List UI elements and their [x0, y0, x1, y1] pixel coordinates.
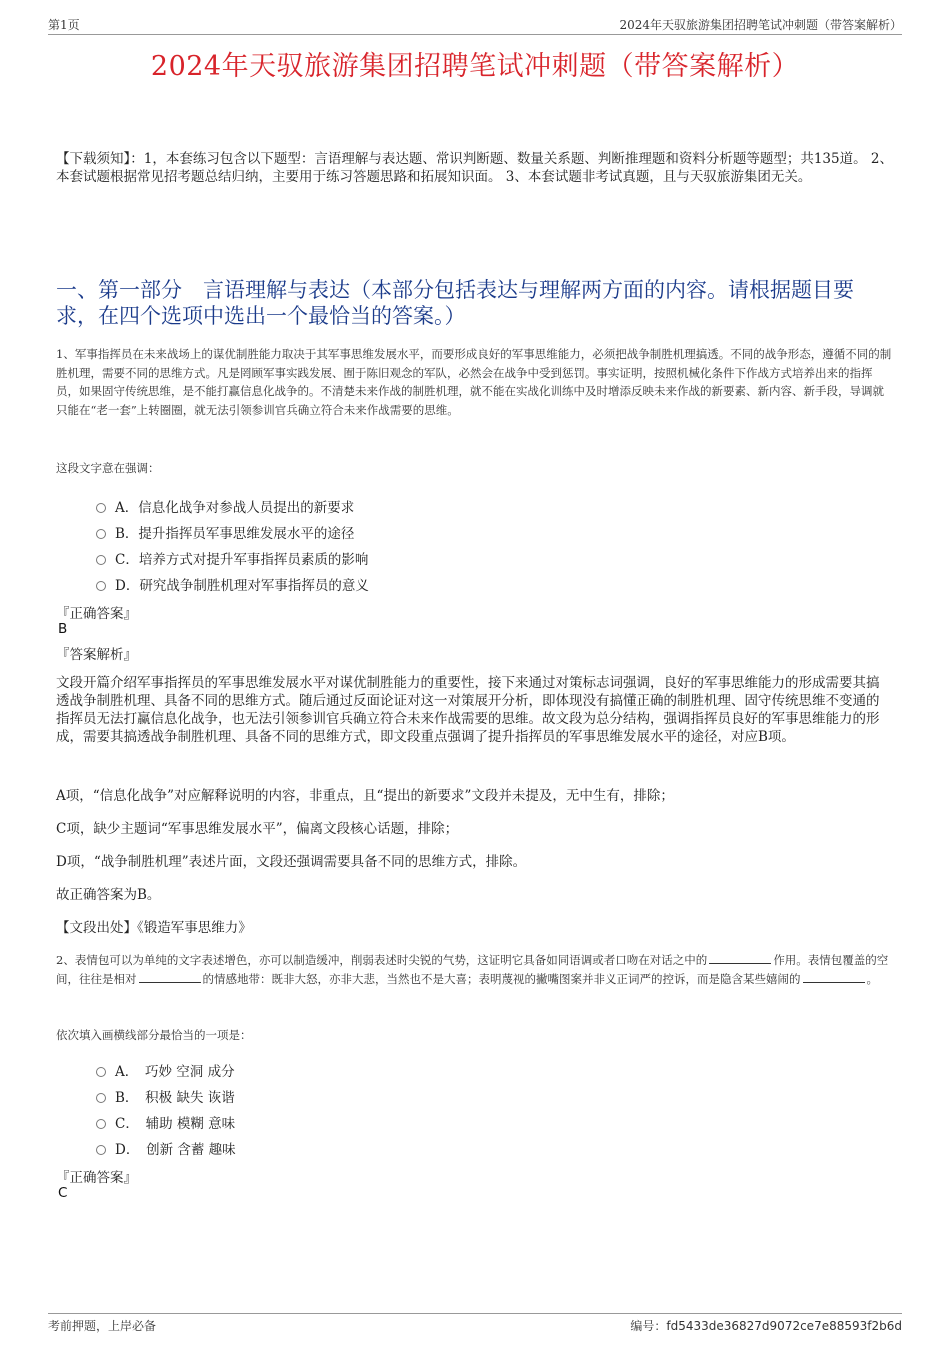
- question-1-analysis: 文段开篇介绍军事指挥员的军事思维发展水平对谋优制胜能力的重要性，接下来通过对策标志词强调，良好的军事思维能力的形成需要其搞透战争制胜机理、具备不同的思维方式。随后通过反面论证对这一对策展开分析，即体现没有搞懂正确的制胜机理、固守传统思维不变通的指挥员无法打赢信息化战争，也无法引领参训官兵确立符合未来作战需要的思维。故文段为总分结构，强调指挥员良好的军事思维能力的形成，需要其搞透战争制胜机理、具备不同的思维方式，即文段重点强调了提升指挥员的军事思维发展水平的途径，对应B项。: [56, 675, 880, 745]
- question-2-option-c[interactable]: [96, 1112, 235, 1132]
- question-1-prompt: 这段文字意在强调：: [56, 461, 160, 475]
- question-2-text-part-1: 2、表情包可以为单纯的文字表述增色，亦可以制造缓冲，削弱表述时尖锐的气势，这证明它具备如同语调或者口吻在对话之中的: [56, 953, 708, 967]
- question-1-option-d[interactable]: [96, 574, 369, 594]
- page-number: 第1页: [48, 18, 80, 32]
- option-label: D． 创新 含蓄 趣味: [115, 1142, 236, 1158]
- footer-code: [630, 1317, 902, 1334]
- header-doc-title: 2024年天驭旅游集团招聘笔试冲刺题（带答案解析）: [619, 18, 902, 32]
- option-label: B．提升指挥员军事思维发展水平的途径: [115, 526, 355, 542]
- option-label: C．培养方式对提升军事指挥员素质的影响: [115, 552, 369, 568]
- question-2-text-part-2: 作用。表情包覆盖的空间，往往是相对: [56, 953, 889, 986]
- download-notice: 【下载须知】：1，本套练习包含以下题型：言语理解与表达题、常识判断题、数量关系题、判断推理题和资料分析题等题型；共135道。 2、本套试题根据常见招考题总结归纳，主要用于练习答题思路和拓展知识面。 3、本套试题非考试真题，且与天驭旅游集团无关。: [56, 151, 893, 185]
- fill-blank-2[interactable]: [139, 970, 201, 983]
- question-2-option-a[interactable]: [96, 1060, 235, 1080]
- question-1-note-a: A项，“信息化战争”对应解释说明的内容，非重点，且“提出的新要求”文段并未提及，无中生有，排除；: [56, 788, 674, 804]
- question-1-note-c: C项，缺少主题词“军事思维发展水平”，偏离文段核心话题，排除；: [56, 821, 459, 837]
- footer-slogan: 考前押题，上岸必备: [48, 1319, 157, 1333]
- question-1-option-c[interactable]: [96, 548, 368, 568]
- option-label: B． 积极 缺失 诙谐: [115, 1090, 235, 1106]
- question-1-source: 【文段出处】《锻造军事思维力》: [56, 920, 252, 936]
- radio-icon[interactable]: [96, 555, 106, 565]
- option-label: C． 辅助 模糊 意味: [115, 1116, 236, 1132]
- question-2-answer: C: [58, 1185, 68, 1201]
- radio-icon[interactable]: [96, 1067, 106, 1077]
- radio-icon[interactable]: [96, 1145, 106, 1155]
- radio-icon[interactable]: [96, 1093, 106, 1103]
- question-2-text-part-3: 的情感地带：既非大怒，亦非大悲，当然也不是大喜；表明蔑视的撇嘴图案并非义正词严的控诉，而是隐含某些嬉闹的: [202, 971, 801, 986]
- footer-code-value: fd5433de36827d9072ce7e88593f2b6d: [666, 1319, 902, 1333]
- radio-icon[interactable]: [96, 1119, 106, 1129]
- question-1-note-d: D项，“战争制胜机理”表述片面，文段还强调需要具备不同的思维方式，排除。: [56, 854, 527, 870]
- question-2-prompt: 依次填入画横线部分最恰当的一项是：: [56, 1028, 252, 1042]
- question-2-text-part-4: 。: [866, 971, 878, 986]
- radio-icon[interactable]: [96, 581, 106, 591]
- option-label: D．研究战争制胜机理对军事指挥员的意义: [115, 578, 369, 594]
- question-1-conclusion: 故正确答案为B。: [56, 887, 161, 903]
- option-label: A．信息化战争对参战人员提出的新要求: [115, 500, 355, 516]
- footer-code-label: 编号：: [630, 1319, 667, 1333]
- page-footer: [48, 1313, 902, 1334]
- fill-blank-1[interactable]: [709, 951, 771, 964]
- radio-icon[interactable]: [96, 503, 106, 513]
- question-1-option-a[interactable]: [96, 496, 354, 516]
- page-title: 2024年天驭旅游集团招聘笔试冲刺题（带答案解析）: [150, 51, 800, 82]
- section-title: 一、第一部分 言语理解与表达（本部分包括表达与理解两方面的内容。请根据题目要求，在四个选项中选出一个最恰当的答案。）: [56, 278, 854, 328]
- question-1-answer-label: 『正确答案』: [56, 606, 137, 622]
- question-2-answer-label: 『正确答案』: [56, 1170, 137, 1186]
- question-1-option-b[interactable]: [96, 522, 354, 542]
- question-2-option-b[interactable]: [96, 1086, 235, 1106]
- radio-icon[interactable]: [96, 529, 106, 539]
- question-2-text: [56, 951, 892, 988]
- question-1-analysis-label: 『答案解析』: [56, 647, 137, 663]
- question-2-option-d[interactable]: [96, 1138, 236, 1158]
- fill-blank-3[interactable]: [803, 970, 865, 983]
- question-1-text: 1、军事指挥员在未来战场上的谋优制胜能力取决于其军事思维发展水平，而要形成良好的军事思维能力，必须把战争制胜机理搞透。不同的战争形态，遵循不同的制胜机理，需要不同的思维方式。凡是罔顾军事实践发展、囿于陈旧观念的军队，必然会在战争中受到惩罚。事实证明，按照机械化条件下作战方式培养出来的指挥员，如果固守传统思维，是不能打赢信息化战争的。不清楚未来作战的制胜机理，就不能在实战化训练中及时增添反映未来作战的新要素、新内容、新手段，导调就只能在“老一套”上转圈圈，就无法引领参训官兵确立符合未来作战需要的思维。: [56, 347, 892, 417]
- page-header: [48, 16, 902, 35]
- option-label: A． 巧妙 空洞 成分: [115, 1064, 235, 1080]
- question-1-answer: B: [58, 621, 68, 637]
